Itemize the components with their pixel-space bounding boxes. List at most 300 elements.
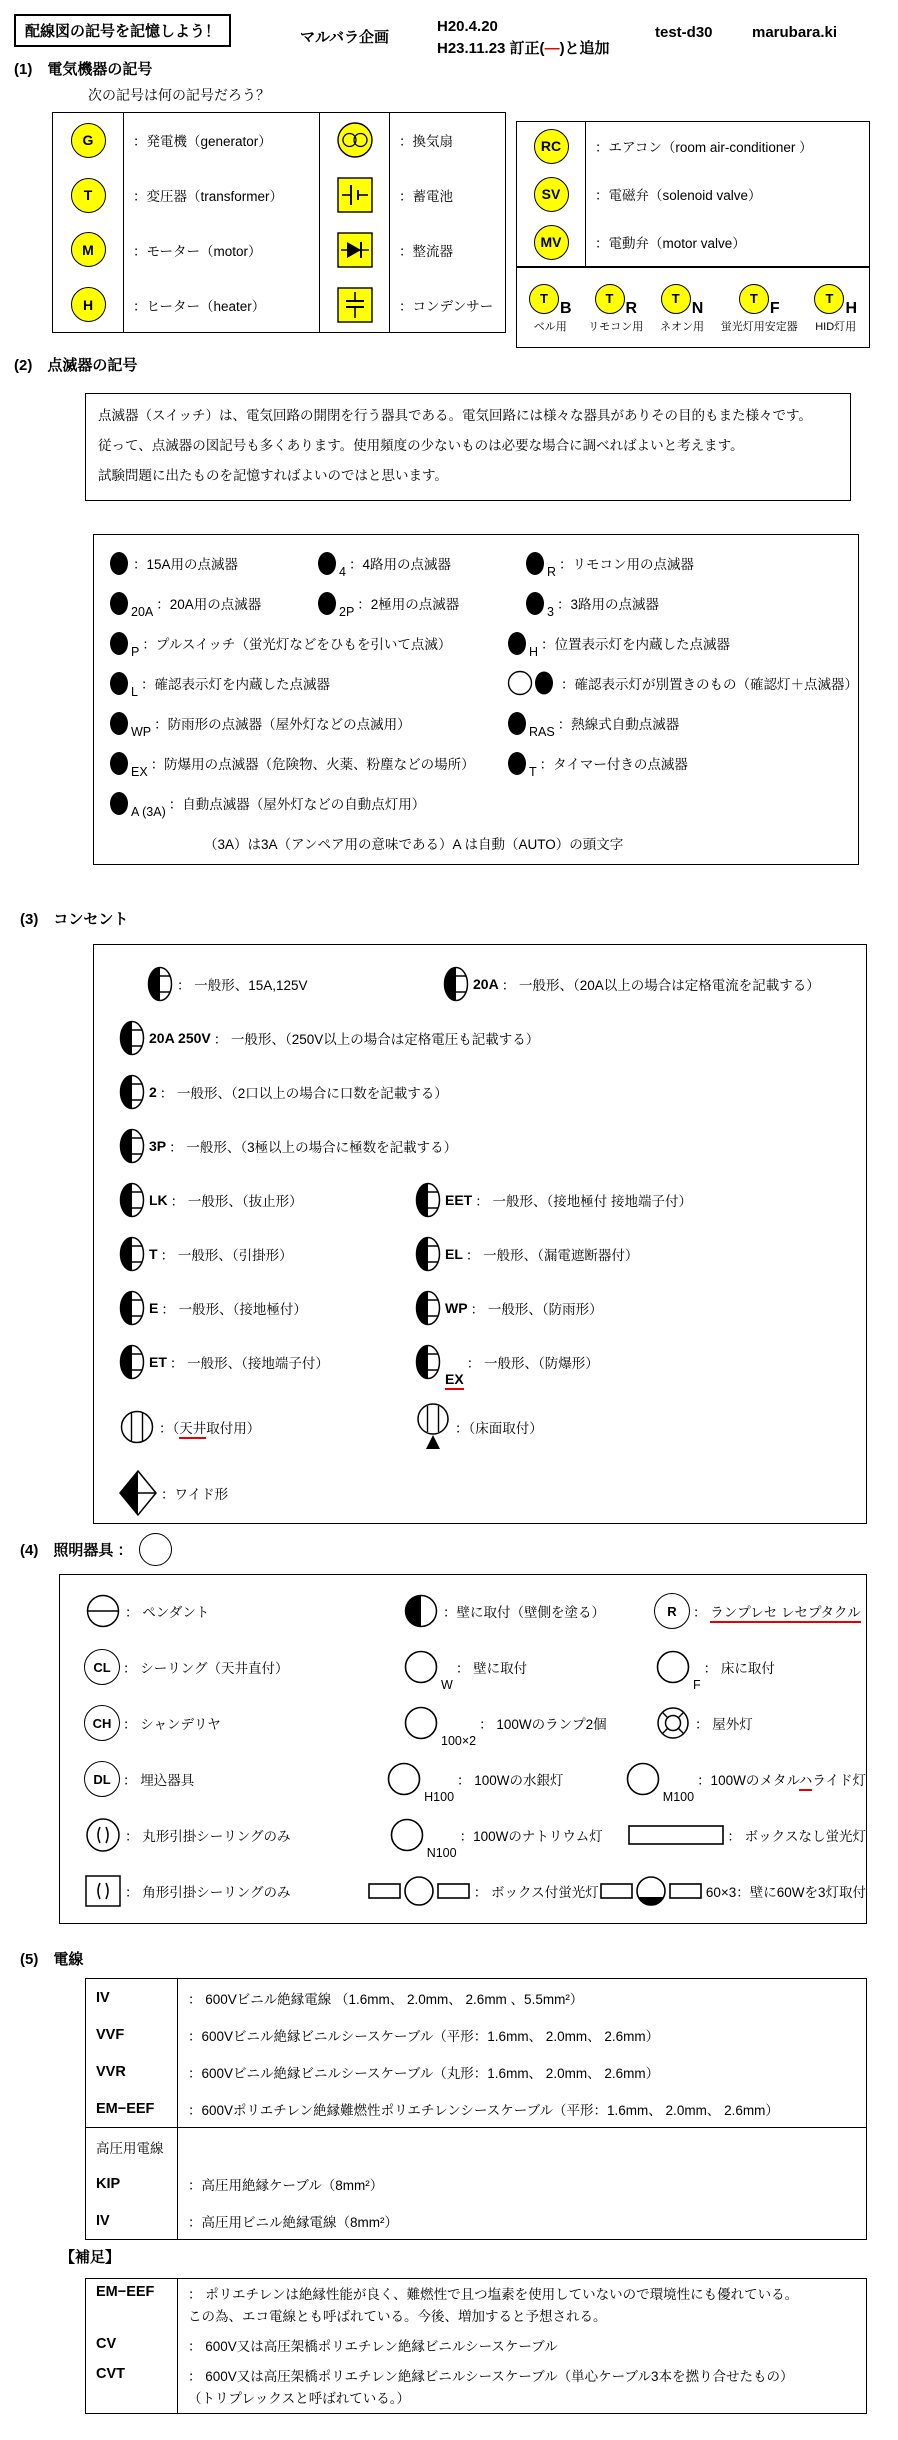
transformer-symbol — [814, 284, 857, 334]
wire-desc: ：高圧用絶縁ケーブル（8mm²） — [188, 2177, 384, 2193]
switch-row — [108, 743, 858, 783]
switch-item — [524, 590, 659, 617]
light-label: ： 丸形引掛シーリングのみ — [125, 1829, 291, 1844]
switch-label: ：タイマー付きの点滅器 — [539, 757, 688, 772]
transformer-subscript: B — [560, 299, 572, 317]
light-symbol-box — [59, 1574, 867, 1924]
dot-icon — [524, 590, 546, 617]
circle-sub-icon — [402, 1704, 440, 1742]
wire-name: IV — [86, 1979, 178, 2016]
dot-icon — [108, 750, 130, 777]
outlet-icon — [442, 965, 470, 1003]
light-label: ：100Wのナトリウム灯 — [459, 1829, 603, 1844]
outlet-floor-icon — [414, 1402, 452, 1452]
transformer-symbol — [721, 284, 798, 334]
light-item — [402, 1592, 654, 1630]
outlet-item — [118, 1073, 448, 1111]
outlet-icon — [414, 1235, 442, 1273]
R-circle-icon: R — [654, 1593, 690, 1629]
wire-name: EM−EEF — [86, 2090, 178, 2127]
DL-circle-icon: DL — [84, 1761, 120, 1797]
device-label: ：換気扇 — [399, 134, 453, 150]
symbol-subscript: 2P — [339, 605, 355, 619]
battery-icon — [337, 177, 373, 213]
outlet-label: ： 一般形、（防爆形） — [466, 1356, 599, 1371]
outlet-icon — [118, 1181, 146, 1219]
supplement-heading: 【補足】 — [60, 2249, 121, 2266]
section-3-heading: (3) コンセント — [20, 911, 129, 928]
outlet-icon — [118, 1289, 146, 1327]
device-label: ：発電機（generator） — [133, 134, 272, 150]
outlet-label: ： 一般形、（接地極付 接地端子付） — [475, 1194, 692, 1209]
light-row — [60, 1863, 866, 1919]
light-row — [60, 1751, 866, 1807]
light-label: ： 床に取付 — [703, 1661, 775, 1676]
symbol-subscript: L — [131, 685, 138, 699]
switch-label: ：3路用の点滅器 — [556, 597, 659, 612]
device-label: ：蓄電池 — [399, 189, 453, 205]
device-table-column — [53, 113, 123, 332]
rectifier-icon — [337, 232, 373, 268]
outlet-icon — [414, 1181, 442, 1219]
T-circle-icon: T — [595, 284, 625, 314]
switch-item — [316, 550, 524, 577]
supplement-desc: ： 600V又は高圧架橋ポリエチレン絶縁ビニルシースケーブル（単心ケーブル3本を撚り合せたもの） （トリプレックスと呼ばれている。） — [188, 2369, 794, 2406]
switch-label: ：確認表示灯を内蔵した点滅器 — [140, 677, 330, 692]
switch-item — [506, 750, 688, 777]
light-row — [60, 1639, 866, 1695]
light-label: ： ランプレセ レセプタクル — [693, 1601, 861, 1621]
switch-label: ：リモコン用の点滅器 — [559, 557, 695, 572]
outlet-label: ：（床面取付） — [455, 1421, 543, 1436]
light-item — [367, 1871, 599, 1911]
light-item — [624, 1760, 866, 1804]
outlet-item — [414, 1289, 603, 1327]
transformer-label: ベル用 — [533, 320, 567, 333]
company-name: マルバラ企画 — [300, 29, 389, 46]
outlet-item — [414, 1235, 638, 1273]
light-label: ： 屋外灯 — [695, 1717, 753, 1732]
outlet-item — [118, 1289, 414, 1327]
lamp-dot-icon — [506, 669, 558, 697]
transformer-symbol — [660, 284, 704, 334]
transformer-subscript: N — [691, 299, 704, 317]
symbol-subscript: EL — [445, 1246, 463, 1262]
valve-label: ：電磁弁（solenoid valve） — [595, 188, 762, 203]
symbol-subscript: EX — [131, 765, 148, 779]
transformer-subscript: F — [769, 299, 780, 317]
wire-row — [86, 2016, 866, 2053]
supplement-desc: ： ポリエチレンは絶縁性能が良く、難燃性で且つ塩素を使用していないので環境性にも優れている。 この為、エコ電線とも呼ばれている。今後、増加すると予想される。 — [188, 2287, 799, 2324]
outlet-row — [94, 957, 866, 1011]
wire-desc — [178, 2128, 188, 2165]
light-label: ： ペンダント — [125, 1605, 210, 1620]
device-symbol-cell — [53, 113, 123, 168]
light-item — [385, 1760, 624, 1804]
light-item — [402, 1648, 654, 1692]
outlet-icon — [118, 1073, 146, 1111]
symbol-subscript: H — [529, 645, 539, 659]
T-circle-icon: T — [739, 284, 769, 314]
wire-desc: ：600Vポリエチレン絶縁難燃性ポリエチレンシースケーブル（平形：1.6mm、 2.0mm、 2.6mm） — [188, 2102, 779, 2118]
switch-note-box — [85, 393, 851, 501]
symbol-subscript: T — [529, 765, 537, 779]
light-item — [654, 1593, 861, 1629]
outlet-row — [94, 1335, 866, 1389]
SV-circle-icon: SV — [534, 177, 569, 212]
switch-item — [108, 670, 506, 697]
wire-name: VVR — [86, 2053, 178, 2090]
wire-row — [86, 2090, 866, 2127]
switch-label: ：自動点滅器（屋外灯などの自動点灯用） — [168, 797, 426, 812]
T-circle-icon: T — [814, 284, 844, 314]
switch-item — [506, 669, 858, 697]
section-2-heading: (2) 点滅器の記号 — [14, 357, 138, 374]
symbol-subscript: H100 — [424, 1790, 455, 1804]
dot-icon — [524, 550, 546, 577]
light-item — [84, 1816, 388, 1854]
light-row — [60, 1583, 866, 1639]
dot-icon — [316, 590, 338, 617]
switch-item — [108, 550, 316, 577]
transformer-symbol — [588, 284, 643, 334]
outlet-label: ： 一般形、（20A以上の場合は定格電流を記載する） — [501, 978, 820, 993]
transformer-label: ネオン用 — [660, 320, 704, 333]
wire-name: KIP — [86, 2165, 178, 2202]
H-circle-icon: H — [71, 287, 106, 322]
outlet-icon — [118, 1343, 146, 1381]
device-symbol-cell — [320, 113, 389, 168]
symbol-subscript: EX — [445, 1371, 464, 1387]
outlet-icon — [414, 1289, 442, 1327]
symbol-subscript: 20A 250V — [149, 1030, 211, 1046]
light-label: ： 壁に取付 — [455, 1661, 528, 1676]
M-circle-icon: M — [71, 232, 106, 267]
transformer-subscript: H — [845, 299, 857, 317]
dot-icon — [506, 710, 528, 737]
device-table-column — [389, 113, 505, 332]
switch-item — [108, 790, 425, 817]
outlet-icon — [118, 1019, 146, 1057]
outlet-label: ： 一般形、15A,125V — [177, 978, 308, 993]
switch-item — [108, 750, 506, 777]
symbol-subscript: 20A — [473, 976, 499, 992]
wall-light-icon — [402, 1592, 440, 1630]
wire-row — [86, 2165, 866, 2202]
outlet-item — [118, 1181, 414, 1219]
light-item — [402, 1704, 654, 1748]
switch-label: ：2極用の点滅器 — [357, 597, 460, 612]
outlet-item — [118, 1469, 228, 1517]
light-item — [84, 1761, 385, 1797]
switch-item — [316, 590, 524, 617]
switch-item — [108, 590, 316, 617]
light-item — [599, 1871, 866, 1911]
outlet-row — [94, 1465, 866, 1521]
valve-label: ：電動弁（motor valve） — [595, 236, 746, 251]
switch-row — [108, 583, 858, 623]
symbol-subscript: F — [693, 1678, 701, 1692]
dot-icon — [506, 750, 528, 777]
device-label: ：変圧器（transformer） — [133, 189, 284, 205]
note-line: 点滅器（スイッチ）は、電気回路の開閉を行う器具である。電気回路には様々な器具がありその目的もまた様々です。 — [98, 408, 812, 423]
transformer-symbol-box — [516, 267, 870, 348]
fluor-box-icon — [367, 1871, 471, 1911]
circle-sub-icon — [624, 1760, 662, 1798]
transformer-label: HID灯用 — [815, 320, 857, 333]
dot-icon — [108, 630, 130, 657]
device-label: ：コンデンサー — [399, 298, 494, 314]
light-row — [60, 1695, 866, 1751]
transformer-subscript: R — [625, 299, 638, 317]
square-hook-icon — [84, 1872, 122, 1910]
outlet-icon — [414, 1343, 442, 1381]
outlet-row — [94, 1065, 866, 1119]
outlet-item — [414, 1402, 543, 1452]
wire-group-hv — [86, 2127, 866, 2239]
symbol-subscript: W — [441, 1678, 453, 1692]
light-label: ： 100Wの水銀灯 — [457, 1773, 564, 1788]
light-label: ： 角形引掛シーリングのみ — [125, 1885, 291, 1900]
circle-sub-icon — [654, 1648, 692, 1686]
device-symbol-cell — [53, 277, 123, 332]
supplement-name: CVT — [86, 2361, 178, 2413]
fluor-box-wall-icon — [599, 1871, 703, 1911]
wire-desc: ：600Vビニル絶縁ビニルシースケーブル（平形：1.6mm、 2.0mm、 2.6mm） — [188, 2028, 660, 2044]
supplement-row — [86, 2361, 866, 2413]
outlet-label: ： 一般形、（防雨形） — [470, 1302, 603, 1317]
light-label: ： 埋込器具 — [123, 1773, 195, 1788]
wire-name: IV — [86, 2202, 178, 2239]
outdoor-icon — [654, 1704, 692, 1742]
device-symbol-cell — [320, 277, 389, 332]
wire-group-lv — [86, 1979, 866, 2127]
valve-symbol-table — [516, 121, 870, 267]
light-label: ：100Wのメタルハライド灯 — [697, 1769, 866, 1789]
dot-icon — [108, 670, 130, 697]
outlet-row — [94, 1011, 866, 1065]
outlet-item — [118, 1127, 457, 1165]
switch-row — [108, 623, 858, 663]
symbol-subscript: R — [547, 565, 557, 579]
switch-label: ：確認表示灯が別置きのもの（確認灯＋点滅器） — [561, 677, 858, 692]
valve-table-column — [585, 122, 869, 266]
device-label: ：ヒーター（heater） — [133, 298, 266, 314]
G-circle-icon: G — [71, 123, 106, 158]
circle-sub-icon — [402, 1648, 440, 1686]
light-item — [654, 1648, 775, 1692]
RC-circle-icon: RC — [534, 129, 569, 164]
supplement-desc: ： 600V又は高圧架橋ポリエチレン絶縁ビニルシースケーブル — [188, 2339, 558, 2354]
supplement-name: CV — [86, 2331, 178, 2361]
valve-table-column — [517, 122, 585, 266]
page-title: 配線図の記号を記憶しよう！ — [14, 14, 231, 47]
valve-symbol-cell — [517, 170, 585, 218]
dot-icon — [108, 710, 130, 737]
outlet-icon — [118, 1235, 146, 1273]
light-label: ： ボックスなし蛍光灯 — [727, 1829, 866, 1844]
outlet-row — [94, 1281, 866, 1335]
device-symbol-cell — [320, 223, 389, 278]
switch-item — [108, 630, 506, 657]
symbol-subscript: T — [149, 1246, 158, 1262]
valve-symbol-cell — [517, 122, 585, 170]
section-1-prompt: 次の記号は何の記号だろう？ — [88, 87, 270, 103]
CH-circle-icon: CH — [84, 1705, 120, 1741]
light-label: ： シャンデリヤ — [123, 1717, 221, 1732]
round-hook-icon — [84, 1816, 122, 1854]
dot-icon — [316, 550, 338, 577]
author-id: marubara.ki — [752, 24, 838, 41]
light-item — [388, 1816, 629, 1860]
T-circle-icon: T — [529, 284, 559, 314]
light-label: ： ボックス付蛍光灯 — [473, 1885, 599, 1900]
capacitor-icon — [337, 287, 373, 323]
wire-row — [86, 2202, 866, 2239]
symbol-subscript: 100×2 — [441, 1734, 477, 1748]
section-5-heading: (5) 電線 — [20, 1951, 84, 1968]
outlet-label: ： 一般形、（3極以上の場合に極数を記載する） — [169, 1140, 458, 1155]
CL-circle-icon: CL — [84, 1649, 120, 1685]
valve-label: ：エアコン（room air-conditioner ） — [595, 140, 813, 155]
device-symbol-cell — [320, 168, 389, 223]
outlet-row — [94, 1119, 866, 1173]
MV-circle-icon: MV — [534, 225, 569, 260]
outlet-item — [442, 965, 820, 1003]
wire-row — [86, 1979, 866, 2016]
outlet-label: ：ワイド形 — [161, 1487, 229, 1502]
transformer-symbol — [529, 284, 572, 334]
symbol-subscript: E — [149, 1300, 159, 1316]
dot-icon — [108, 590, 130, 617]
switch-item — [506, 630, 730, 657]
light-label: 60×3：壁に60Wを3灯取付 — [705, 1885, 866, 1900]
revision-date-1: H20.4.20 — [437, 18, 498, 35]
switch-item — [506, 710, 679, 737]
fluor-plain-icon — [628, 1825, 724, 1845]
switch-label: ：20A用の点滅器 — [156, 597, 262, 612]
outlet-item — [146, 965, 442, 1003]
symbol-subscript: ET — [149, 1354, 167, 1370]
light-item — [84, 1872, 367, 1910]
note-line: 試験問題に出たものを記憶すればよいのではと思います。 — [98, 468, 448, 483]
red-dash: — — [544, 40, 560, 57]
outlet-label: ： 一般形、（接地端子付） — [169, 1356, 329, 1371]
symbol-subscript: A (3A) — [131, 805, 166, 819]
transformer-label: 蛍光灯用安定器 — [720, 320, 798, 333]
outlet-item — [414, 1181, 692, 1219]
light-item — [84, 1649, 402, 1685]
outlet-item — [118, 1019, 539, 1057]
outlet-icon — [146, 965, 174, 1003]
switch-symbol-box — [93, 534, 859, 865]
switch-label: ：位置表示灯を内蔵した点滅器 — [541, 637, 731, 652]
device-symbol-cell — [53, 223, 123, 278]
symbol-subscript: 20A — [131, 605, 154, 619]
section-4-heading: (4) 照明器具 ： — [20, 1533, 172, 1566]
device-label: ：モーター（motor） — [133, 243, 262, 259]
symbol-subscript: P — [131, 645, 140, 659]
symbol-subscript: 2 — [149, 1084, 157, 1100]
device-table-column — [123, 113, 319, 332]
wire-name: VVF — [86, 2016, 178, 2053]
device-table-column — [319, 113, 389, 332]
switch-label: ：プルスイッチ（蛍光灯などをひもを引いて点滅） — [142, 637, 452, 652]
switch-footnote: （3A）は3A（アンペア用の意味である）A は自動（AUTO）の頭文字 — [204, 837, 624, 852]
dot-icon — [108, 790, 130, 817]
note-line: 従って、点滅器の図記号も多くあります。使用頻度の少ないものは必要な場合に調べればよいと考えます。 — [98, 438, 744, 453]
switch-label: ：15A用の点滅器 — [133, 557, 239, 572]
revision-date-2: H23.11.23 訂正(—)と追加 — [437, 40, 610, 57]
supplement-row — [86, 2331, 866, 2361]
outlet-label: ： 一般形、（引掛形） — [160, 1248, 293, 1263]
symbol-subscript: RAS — [529, 725, 555, 739]
light-label: ： 100Wのランプ2個 — [479, 1717, 607, 1732]
device-symbol-cell — [53, 168, 123, 223]
valve-symbol-cell — [517, 218, 585, 266]
device-symbol-table — [52, 112, 506, 333]
light-item — [84, 1592, 402, 1630]
outlet-item — [118, 1343, 414, 1381]
symbol-subscript: M100 — [662, 1790, 695, 1804]
dot-icon — [506, 630, 528, 657]
T-circle-icon: T — [71, 178, 106, 213]
outlet-label: ： 一般形、（250V以上の場合は定格電圧も記載する） — [213, 1032, 540, 1047]
outlet-row — [94, 1389, 866, 1465]
outlet-label: ： 一般形、（抜止形） — [170, 1194, 303, 1209]
light-item — [628, 1825, 866, 1845]
switch-label: ：防爆用の点滅器（危険物、火薬、粉塵などの場所） — [150, 757, 475, 772]
symbol-subscript: EET — [445, 1192, 473, 1208]
symbol-subscript: N100 — [426, 1846, 457, 1860]
wire-desc: ： 600Vビニル絶縁電線 （1.6mm、 2.0mm、 2.6mm 、5.5mm²） — [188, 1991, 584, 2007]
switch-row — [108, 783, 858, 823]
wire-row — [86, 2128, 866, 2165]
outlet-item — [118, 1235, 414, 1273]
wire-desc: ：高圧用ビニル絶縁電線（8mm²） — [188, 2214, 398, 2230]
outlet-wide-icon — [118, 1469, 158, 1517]
outlet-ceiling-icon — [118, 1408, 156, 1446]
light-label: ： シーリング（天井直付） — [123, 1661, 289, 1676]
symbol-subscript: 3 — [547, 605, 554, 619]
symbol-subscript: WP — [445, 1300, 468, 1316]
outlet-label: ：（天井取付用） — [159, 1417, 260, 1437]
light-item — [654, 1704, 753, 1742]
light-row — [60, 1807, 866, 1863]
transformer-label: リモコン用 — [588, 320, 644, 333]
switch-label: ：防雨形の点滅器（屋外灯などの点滅用） — [154, 717, 411, 732]
light-item — [84, 1705, 402, 1741]
outlet-label: ： 一般形、（漏電遮断器付） — [465, 1248, 639, 1263]
supplement-name: EM−EEF — [86, 2279, 178, 2331]
switch-row — [108, 703, 858, 743]
symbol-subscript: LK — [149, 1192, 168, 1208]
outlet-symbol-box — [93, 944, 867, 1524]
switch-item — [524, 550, 694, 577]
test-id: test-d30 — [655, 24, 713, 41]
luminaire-circle-icon — [139, 1533, 172, 1566]
outlet-icon — [118, 1127, 146, 1165]
light-label: ：壁に取付（壁側を塗る） — [443, 1605, 605, 1620]
wire-table — [85, 1978, 867, 2240]
switch-item — [108, 710, 506, 737]
switch-label: ：熱線式自動点滅器 — [557, 717, 680, 732]
symbol-subscript: 4 — [339, 565, 346, 579]
supplement-table — [85, 2278, 867, 2414]
symbol-subscript: 3P — [149, 1138, 167, 1154]
symbol-subscript: WP — [131, 725, 152, 739]
outlet-row — [94, 1227, 866, 1281]
